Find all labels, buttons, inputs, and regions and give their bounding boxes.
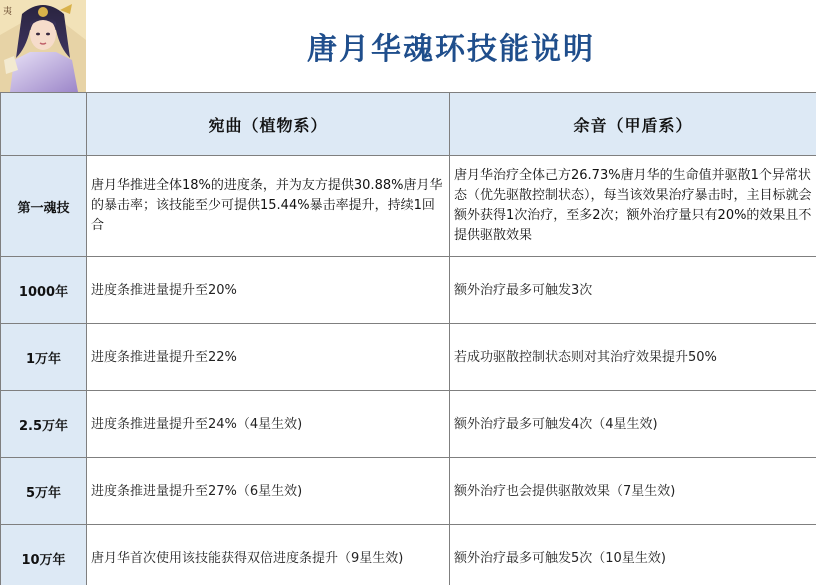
row-label: 第一魂技 [1,156,87,257]
table-row [1,458,816,525]
table-row [1,324,816,391]
plant-upgrade-text: 进度条推进量提升至27%（6星生效) [87,458,450,525]
shield-upgrade-text: 额外治疗也会提供驱散效果（7星生效) [450,458,816,525]
character-portrait-icon [0,0,86,92]
page-title: 唐月华魂环技能说明 [307,32,595,67]
table-row [1,525,816,585]
skill-table [0,92,816,585]
table-row [1,156,816,257]
table-row [1,391,816,458]
plant-upgrade-text: 进度条推进量提升至20% [87,257,450,324]
column-header-shield: 余音（甲盾系） [450,93,816,156]
svg-text:夷: 夷 [3,7,13,17]
shield-upgrade-text: 额外治疗最多可触发4次（4星生效) [450,391,816,458]
plant-upgrade-text: 进度条推进量提升至24%（4星生效) [87,391,450,458]
row-label: 1000年 [1,257,87,324]
row-label: 5万年 [1,458,87,525]
row-label: 1万年 [1,324,87,391]
header-corner-cell [1,93,87,156]
table-row [1,257,816,324]
row-label: 2.5万年 [1,391,87,458]
plant-skill-text: 唐月华推进全体18%的进度条，并为友方提供30.88%唐月华的暴击率；该技能至少可提供15.44%暴击率提升，持续1回合 [87,156,450,257]
plant-upgrade-text: 进度条推进量提升至22% [87,324,450,391]
table-header-row [1,93,816,156]
plant-upgrade-text: 唐月华首次使用该技能获得双倍进度条提升（9星生效) [87,525,450,585]
shield-upgrade-text: 额外治疗最多可触发5次（10星生效) [450,525,816,585]
shield-upgrade-text: 额外治疗最多可触发3次 [450,257,816,324]
column-header-plant: 宛曲（植物系） [87,93,450,156]
header [0,0,816,92]
shield-upgrade-text: 若成功驱散控制状态则对其治疗效果提升50% [450,324,816,391]
shield-skill-text: 唐月华治疗全体己方26.73%唐月华的生命值并驱散1个异常状态（优先驱散控制状态），每当该效果治疗暴击时，主目标就会额外获得1次治疗，至多2次；额外治疗量只有20%的效果且不提供驱散效果 [450,156,816,257]
row-label: 10万年 [1,525,87,585]
